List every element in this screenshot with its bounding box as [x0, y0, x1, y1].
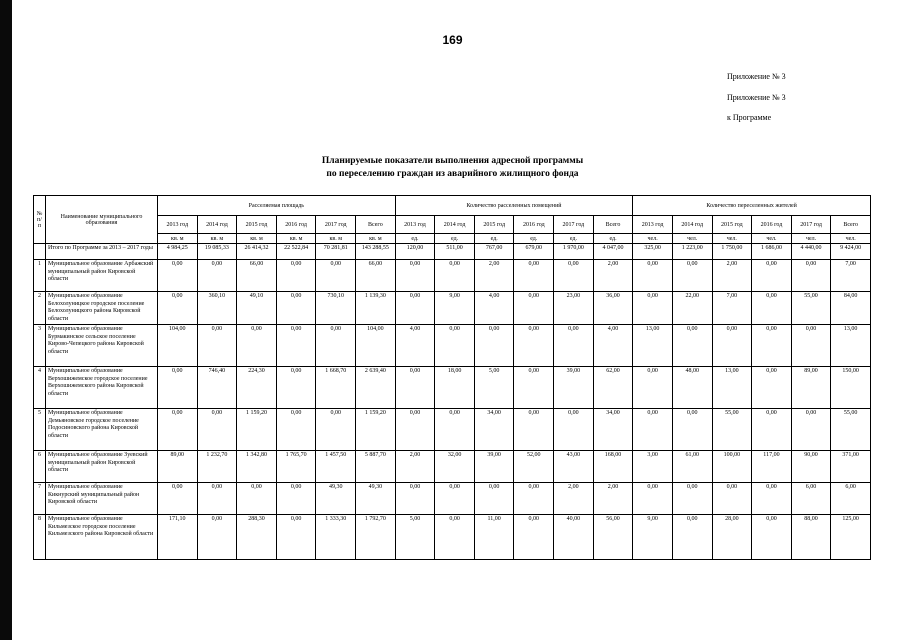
total-value-cell: 1 970,00 [554, 244, 594, 260]
value-cell: 0,00 [276, 367, 316, 409]
value-cell: 360,10 [197, 292, 237, 325]
total-value-cell: 19 085,33 [197, 244, 237, 260]
value-cell: 0,00 [158, 483, 198, 515]
value-cell: 34,00 [593, 409, 633, 451]
unit-header: ед. [593, 234, 633, 244]
value-cell: 2,00 [712, 260, 752, 292]
value-cell: 62,00 [593, 367, 633, 409]
value-cell: 7,00 [831, 260, 871, 292]
value-cell: 0,00 [752, 260, 792, 292]
year-header: 2014 год [197, 216, 237, 234]
total-value-cell: 70 281,81 [316, 244, 356, 260]
value-cell: 2,00 [395, 451, 435, 483]
total-label: Итого по Программе за 2013 – 2017 годы [46, 244, 158, 260]
appendix-program-line: к Программе [727, 113, 772, 122]
value-cell: 0,00 [395, 292, 435, 325]
total-row [34, 244, 871, 260]
municipality-name: Муниципальное образование Бурмакинское сельское поселение Кирово-Чепецкого района Кировской области [46, 325, 158, 367]
value-cell: 4,00 [593, 325, 633, 367]
value-cell: 13,00 [712, 367, 752, 409]
value-cell: 13,00 [831, 325, 871, 367]
value-cell: 23,00 [554, 292, 594, 325]
total-index-cell [34, 244, 46, 260]
value-cell: 0,00 [276, 260, 316, 292]
value-cell: 9,00 [435, 292, 475, 325]
value-cell: 0,00 [514, 367, 554, 409]
total-value-cell: 4 047,00 [593, 244, 633, 260]
value-cell: 5,00 [395, 515, 435, 560]
value-cell: 66,00 [356, 260, 396, 292]
municipality-name: Муниципальное образование Кильмезское городское поселение Кильмезского района Кировской области [46, 515, 158, 560]
group-header-area: Расселяемая площадь [158, 196, 396, 216]
value-cell: 0,00 [276, 483, 316, 515]
year-header: 2017 год [791, 216, 831, 234]
total-value-cell: 767,00 [474, 244, 514, 260]
total-value-cell: 4 440,00 [791, 244, 831, 260]
value-cell: 0,00 [712, 483, 752, 515]
table-row [34, 483, 871, 515]
scan-edge-bar [0, 0, 12, 640]
value-cell: 39,00 [474, 451, 514, 483]
value-cell: 288,30 [237, 515, 277, 560]
table-row [34, 292, 871, 325]
value-cell: 18,00 [435, 367, 475, 409]
group-header-rooms: Количество расселенных помещений [395, 196, 633, 216]
municipality-name: Муниципальное образование Зуевский муниципальный район Кировской области [46, 451, 158, 483]
value-cell: 1 342,80 [237, 451, 277, 483]
total-value-cell: 22 522,84 [276, 244, 316, 260]
unit-header: чел. [633, 234, 673, 244]
value-cell: 11,00 [474, 515, 514, 560]
value-cell: 43,00 [554, 451, 594, 483]
value-cell: 0,00 [752, 325, 792, 367]
value-cell: 125,00 [831, 515, 871, 560]
value-cell: 730,10 [316, 292, 356, 325]
year-header: 2015 год [474, 216, 514, 234]
value-cell: 49,30 [316, 483, 356, 515]
value-cell: 0,00 [158, 409, 198, 451]
year-header: Всего [356, 216, 396, 234]
indicators-table [33, 195, 871, 560]
value-cell: 0,00 [395, 483, 435, 515]
value-cell: 0,00 [316, 325, 356, 367]
unit-header: кв. м [237, 234, 277, 244]
total-value-cell: 120,00 [395, 244, 435, 260]
value-cell: 2,00 [593, 260, 633, 292]
value-cell: 49,30 [356, 483, 396, 515]
value-cell: 55,00 [831, 409, 871, 451]
year-header: 2017 год [554, 216, 594, 234]
value-cell: 0,00 [276, 325, 316, 367]
unit-header: кв. м [158, 234, 198, 244]
row-index: 6 [34, 451, 46, 483]
value-cell: 5,00 [474, 367, 514, 409]
row-index: 8 [34, 515, 46, 560]
value-cell: 100,00 [712, 451, 752, 483]
unit-header: ед. [395, 234, 435, 244]
year-header: 2014 год [435, 216, 475, 234]
appendix-line: Приложение № 3 [727, 93, 786, 102]
value-cell: 88,00 [791, 515, 831, 560]
value-cell: 2,00 [474, 260, 514, 292]
unit-header: ед. [435, 234, 475, 244]
value-cell: 0,00 [395, 409, 435, 451]
value-cell: 61,00 [672, 451, 712, 483]
value-cell: 0,00 [791, 409, 831, 451]
year-header: Всего [593, 216, 633, 234]
value-cell: 22,00 [672, 292, 712, 325]
table-row [34, 515, 871, 560]
value-cell: 6,00 [791, 483, 831, 515]
document-title [0, 155, 905, 181]
value-cell: 104,00 [356, 325, 396, 367]
value-cell: 150,00 [831, 367, 871, 409]
unit-header: ед. [554, 234, 594, 244]
value-cell: 0,00 [316, 409, 356, 451]
value-cell: 0,00 [672, 515, 712, 560]
value-cell: 3,00 [633, 451, 673, 483]
year-header: Всего [831, 216, 871, 234]
value-cell: 84,00 [831, 292, 871, 325]
table-row [34, 260, 871, 292]
value-cell: 168,00 [593, 451, 633, 483]
value-cell: 0,00 [514, 260, 554, 292]
value-cell: 49,10 [237, 292, 277, 325]
value-cell: 0,00 [672, 483, 712, 515]
value-cell: 0,00 [276, 515, 316, 560]
value-cell: 1 159,20 [237, 409, 277, 451]
value-cell: 0,00 [672, 325, 712, 367]
value-cell: 0,00 [554, 325, 594, 367]
value-cell: 2,00 [554, 483, 594, 515]
value-cell: 55,00 [712, 409, 752, 451]
municipality-name: Муниципальное образование Демьяновское городское поселение Подосиновского района Кировской области [46, 409, 158, 451]
unit-header: чел. [831, 234, 871, 244]
municipality-name: Муниципальное образование Верхошижемское городское поселение Верхошижемского района Кировской области [46, 367, 158, 409]
title-line: Планируемые показатели выполнения адресной программы [321, 156, 584, 166]
appendix-line: Приложение № 3 [727, 72, 786, 81]
value-cell: 0,00 [276, 409, 316, 451]
total-value-cell: 143 288,55 [356, 244, 396, 260]
value-cell: 0,00 [752, 515, 792, 560]
value-cell: 0,00 [197, 409, 237, 451]
value-cell: 1 457,50 [316, 451, 356, 483]
value-cell: 0,00 [474, 325, 514, 367]
value-cell: 0,00 [197, 260, 237, 292]
value-cell: 0,00 [672, 260, 712, 292]
unit-header: чел. [672, 234, 712, 244]
unit-header: чел. [712, 234, 752, 244]
value-cell: 0,00 [435, 409, 475, 451]
col-name-header: Наименование муниципального образования [46, 196, 158, 244]
value-cell: 371,00 [831, 451, 871, 483]
value-cell: 0,00 [435, 260, 475, 292]
value-cell: 36,00 [593, 292, 633, 325]
value-cell: 40,00 [554, 515, 594, 560]
value-cell: 39,00 [554, 367, 594, 409]
municipality-name: Муниципальное образование Арбажский муниципальный район Кировской области [46, 260, 158, 292]
value-cell: 0,00 [435, 325, 475, 367]
value-cell: 2,00 [593, 483, 633, 515]
value-cell: 0,00 [554, 409, 594, 451]
value-cell: 13,00 [633, 325, 673, 367]
value-cell: 0,00 [554, 260, 594, 292]
row-index: 2 [34, 292, 46, 325]
total-value-cell: 325,00 [633, 244, 673, 260]
value-cell: 1 333,30 [316, 515, 356, 560]
page-number: 169 [442, 33, 463, 47]
year-header: 2016 год [514, 216, 554, 234]
value-cell: 0,00 [791, 325, 831, 367]
value-cell: 89,00 [158, 451, 198, 483]
value-cell: 48,00 [672, 367, 712, 409]
value-cell: 1 668,70 [316, 367, 356, 409]
col-no-header: № п/п [34, 196, 46, 244]
unit-header: кв. м [276, 234, 316, 244]
total-value-cell: 1 223,00 [672, 244, 712, 260]
table-row [34, 451, 871, 483]
value-cell: 0,00 [474, 483, 514, 515]
value-cell: 0,00 [633, 409, 673, 451]
year-header: 2013 год [395, 216, 435, 234]
value-cell: 0,00 [514, 483, 554, 515]
unit-header: ед. [514, 234, 554, 244]
unit-header: кв. м [197, 234, 237, 244]
value-cell: 52,00 [514, 451, 554, 483]
value-cell: 4,00 [395, 325, 435, 367]
value-cell: 28,00 [712, 515, 752, 560]
value-cell: 0,00 [237, 325, 277, 367]
value-cell: 0,00 [791, 260, 831, 292]
row-index: 1 [34, 260, 46, 292]
value-cell: 34,00 [474, 409, 514, 451]
value-cell: 0,00 [158, 292, 198, 325]
value-cell: 224,30 [237, 367, 277, 409]
year-header: 2016 год [276, 216, 316, 234]
value-cell: 9,00 [633, 515, 673, 560]
value-cell: 0,00 [752, 483, 792, 515]
value-cell: 0,00 [435, 483, 475, 515]
value-cell: 2 639,40 [356, 367, 396, 409]
value-cell: 0,00 [514, 325, 554, 367]
row-index: 4 [34, 367, 46, 409]
total-value-cell: 679,00 [514, 244, 554, 260]
row-index: 3 [34, 325, 46, 367]
unit-header: кв. м [316, 234, 356, 244]
value-cell: 89,00 [791, 367, 831, 409]
year-header: 2015 год [712, 216, 752, 234]
value-cell: 32,00 [435, 451, 475, 483]
value-cell: 0,00 [633, 483, 673, 515]
unit-header: чел. [791, 234, 831, 244]
value-cell: 55,00 [791, 292, 831, 325]
value-cell: 0,00 [712, 325, 752, 367]
value-cell: 0,00 [197, 325, 237, 367]
value-cell: 104,00 [158, 325, 198, 367]
value-cell: 0,00 [316, 260, 356, 292]
group-header-people: Количество переселенных жителей [633, 196, 871, 216]
municipality-name: Муниципальное образование Белохолуницкое городское поселение Белохолуницкого района Кировской области [46, 292, 158, 325]
value-cell: 0,00 [395, 367, 435, 409]
year-header: 2014 год [672, 216, 712, 234]
total-value-cell: 1 750,00 [712, 244, 752, 260]
title-line: по переселению граждан из аварийного жилищного фонда [326, 169, 579, 179]
value-cell: 7,00 [712, 292, 752, 325]
value-cell: 0,00 [276, 292, 316, 325]
value-cell: 0,00 [752, 367, 792, 409]
value-cell: 90,00 [791, 451, 831, 483]
unit-header: кв. м [356, 234, 396, 244]
table-row [34, 409, 871, 451]
value-cell: 0,00 [633, 367, 673, 409]
value-cell: 0,00 [633, 292, 673, 325]
value-cell: 0,00 [514, 409, 554, 451]
value-cell: 0,00 [514, 292, 554, 325]
value-cell: 0,00 [197, 515, 237, 560]
value-cell: 0,00 [435, 515, 475, 560]
year-header: 2015 год [237, 216, 277, 234]
year-header: 2013 год [158, 216, 198, 234]
year-header: 2016 год [752, 216, 792, 234]
total-value-cell: 4 984,25 [158, 244, 198, 260]
value-cell: 0,00 [752, 409, 792, 451]
value-cell: 1 792,70 [356, 515, 396, 560]
value-cell: 0,00 [633, 260, 673, 292]
total-value-cell: 1 686,00 [752, 244, 792, 260]
table-row [34, 367, 871, 409]
row-index: 5 [34, 409, 46, 451]
total-value-cell: 26 414,32 [237, 244, 277, 260]
value-cell: 1 765,70 [276, 451, 316, 483]
unit-header: ед. [474, 234, 514, 244]
value-cell: 0,00 [158, 260, 198, 292]
value-cell: 66,00 [237, 260, 277, 292]
value-cell: 5 887,70 [356, 451, 396, 483]
value-cell: 0,00 [197, 483, 237, 515]
value-cell: 56,00 [593, 515, 633, 560]
value-cell: 1 159,20 [356, 409, 396, 451]
value-cell: 0,00 [672, 409, 712, 451]
year-header: 2017 год [316, 216, 356, 234]
table-row [34, 325, 871, 367]
value-cell: 117,00 [752, 451, 792, 483]
value-cell: 0,00 [237, 483, 277, 515]
value-cell: 0,00 [514, 515, 554, 560]
value-cell: 0,00 [752, 292, 792, 325]
total-value-cell: 511,00 [435, 244, 475, 260]
value-cell: 0,00 [395, 260, 435, 292]
unit-header: чел. [752, 234, 792, 244]
value-cell: 4,00 [474, 292, 514, 325]
value-cell: 1 232,70 [197, 451, 237, 483]
municipality-name: Муниципальное образование Кикнурский муниципальный район Кировской области [46, 483, 158, 515]
row-index: 7 [34, 483, 46, 515]
total-value-cell: 9 424,00 [831, 244, 871, 260]
year-header: 2013 год [633, 216, 673, 234]
value-cell: 171,10 [158, 515, 198, 560]
value-cell: 0,00 [158, 367, 198, 409]
value-cell: 6,00 [831, 483, 871, 515]
value-cell: 1 139,30 [356, 292, 396, 325]
value-cell: 746,40 [197, 367, 237, 409]
